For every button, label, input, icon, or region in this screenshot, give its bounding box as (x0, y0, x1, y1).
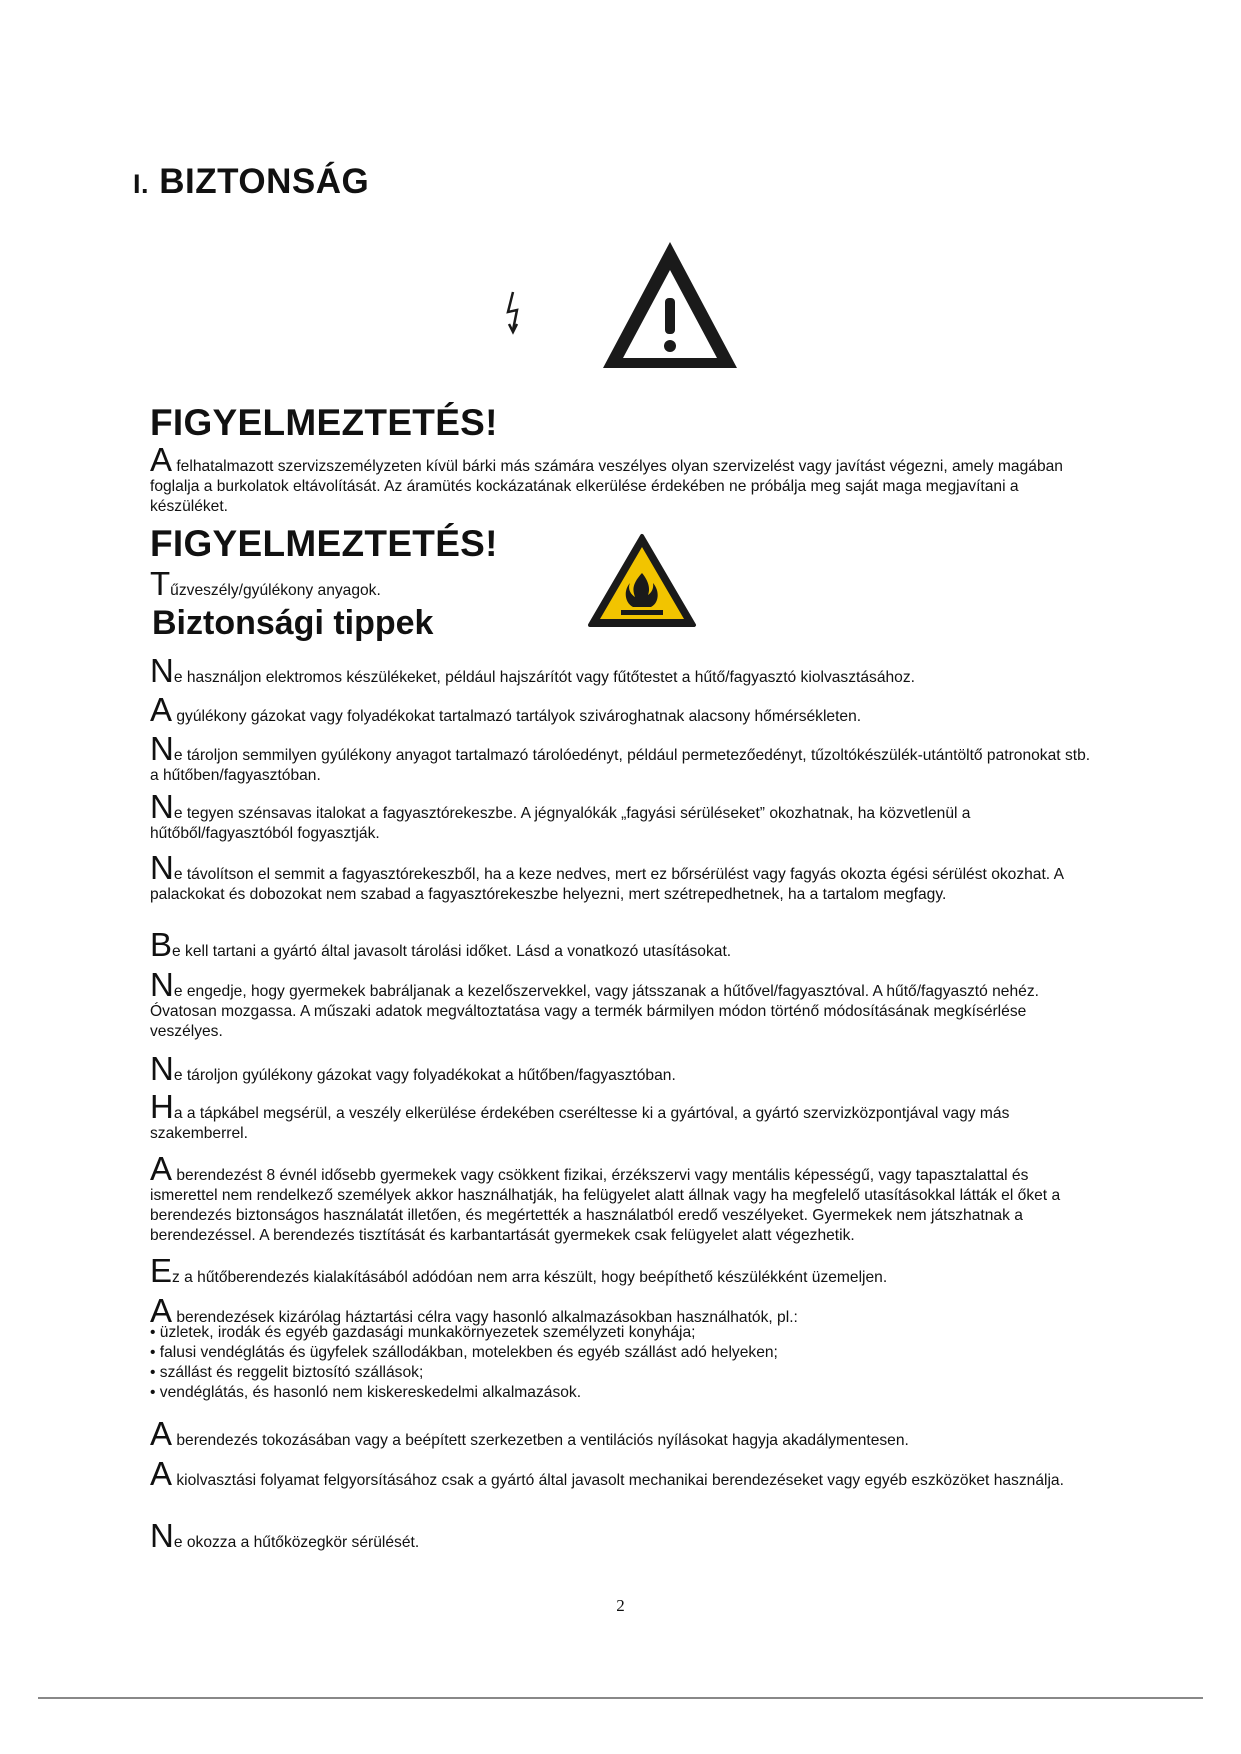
tip-item: Ne használjon elektromos készülékeket, például hajszárítót vagy fűtőtestet a hűtő/fagyasztó kiolvasztásához. (150, 652, 915, 689)
drop-cap: B (150, 926, 173, 963)
tip-item: Ne engedje, hogy gyermekek babráljanak a kezelőszervekkel, vagy játsszanak a hűtővel/fagyasztóval. A hűtő/fagyasztó nehéz. Óvatosan mozgassa. A műszaki adatok megváltoztatása vagy a termék bármilyen módon történő módosításának megkísérlése veszélyes. (150, 966, 1039, 1040)
drop-cap: E (150, 1252, 173, 1289)
list-item: • szállást és reggelit biztosító szállások; (150, 1363, 1100, 1383)
drop-cap: A (150, 1292, 173, 1329)
warning-text-1: A felhatalmazott szervizszemélyzeten kívül bárki más számára veszélyes olyan szervizelést vagy javítást végezni, amely magában foglalja a burkolatok eltávolítását. Az áramütés kockázatának elkerülése érdekében ne próbálja meg saját maga megjavítani a készüléket. (150, 441, 1063, 515)
lightning-icon (508, 292, 517, 332)
flammable-warning-icon (587, 533, 697, 629)
drop-cap: A (150, 441, 173, 478)
list-item: • üzletek, irodák és egyéb gazdasági munkakörnyezetek személyzeti konyhája; (150, 1323, 1100, 1343)
drop-cap: H (150, 1088, 174, 1125)
warning-title-1: FIGYELMEZTETÉS! (150, 402, 498, 443)
tip-item: Ne tegyen szénsavas italokat a fagyasztórekeszbe. A jégnyalókák „fagyási sérüléseket” okozhatnak, ha közvetlenül a hűtőből/fagyasztóból fogyasztják. (150, 788, 971, 842)
drop-cap: A (150, 1150, 173, 1187)
tip-item: Ha a tápkábel megsérül, a veszély elkerülése érdekében cseréltesse ki a gyártóval, a gyártó szervizközpontjával vagy más szakemberrel. (150, 1088, 1010, 1142)
exclamation-warning-triangle-icon (603, 242, 737, 368)
tip-item: Ne tároljon semmilyen gyúlékony anyagot tartalmazó tárolóedényt, például permetezőedényt, tűzoltókészülék-utántöltő patronokat stb. a hűtőben/fagyasztóban. (150, 730, 1091, 784)
hazard-icons (505, 240, 745, 372)
list-item: • vendéglátás, és hasonló nem kiskereskedelmi alkalmazások. (150, 1383, 1100, 1403)
drop-cap: T (150, 565, 171, 602)
page-number: 2 (616, 1596, 625, 1615)
warning-text-2: Tűzveszély/gyúlékony anyagok. (150, 565, 381, 602)
section-number: I. (133, 169, 150, 199)
drop-cap: N (150, 652, 174, 689)
usage-bullet-list (150, 1323, 1100, 1403)
drop-cap: N (150, 1050, 174, 1087)
tip-item: Ne távolítson el semmit a fagyasztórekeszből, ha a keze nedves, mert ez bőrsérülést vagy fagyás okozta égési sérülést okozhat. A palackokat és dobozokat nem szabad a fagyasztórekeszbe helyezni, mert szétrepedhetnek, ha a tartalom megfagy. (150, 849, 1064, 903)
section-heading (133, 162, 369, 202)
tip-item: A berendezések kizárólag háztartási célra vagy hasonló alkalmazásokban használhatók, pl.: (150, 1292, 798, 1329)
tip-item: A gyúlékony gázokat vagy folyadékokat tartalmazó tartályok szivároghatnak alacsony hőmérsékleten. (150, 691, 862, 728)
list-item: • falusi vendéglátás és ügyfelek szállodákban, motelekben és egyéb szállást adó helyeken; (150, 1343, 1100, 1363)
tip-item: A berendezést 8 évnél idősebb gyermekek vagy csökkent fizikai, érzékszervi vagy mentális képességű, vagy tapasztalattal és ismerettel nem rendelkező személyek akkor használhatják, ha felügyelet alatt állnak vagy ha megfelelő utasításokkal látták el őket a berendezés biztonságos használatát illetően, és megértették a használatból eredő veszélyeket. Gyermekek nem játszhatnak a berendezéssel. A berendezés tisztítását és karbantartását gyermekek csak felügyelet alatt végezhetik. (150, 1150, 1061, 1244)
tips-title: Biztonsági tippek (152, 604, 434, 642)
drop-cap: N (150, 1517, 174, 1554)
tip-item: Be kell tartani a gyártó által javasolt tárolási időket. Lásd a vonatkozó utasításokat. (150, 926, 732, 963)
drop-cap: A (150, 1455, 173, 1492)
footer-divider (38, 1697, 1203, 1699)
warning-title-2: FIGYELMEZTETÉS! (150, 523, 498, 564)
drop-cap: A (150, 1415, 173, 1452)
drop-cap: N (150, 966, 174, 1003)
tip-item: Ez a hűtőberendezés kialakításából adódóan nem arra készült, hogy beépíthető készülékként üzemeljen. (150, 1252, 888, 1289)
section-title: BIZTONSÁG (159, 162, 370, 201)
drop-cap: N (150, 788, 174, 825)
drop-cap: A (150, 691, 173, 728)
tip-item: A berendezés tokozásában vagy a beépített szerkezetben a ventilációs nyílásokat hagyja akadálymentesen. (150, 1415, 909, 1452)
tip-item: A kiolvasztási folyamat felgyorsításához csak a gyártó által javasolt mechanikai berendezéseket vagy egyéb eszközöket használja. (150, 1455, 1064, 1492)
tip-item: Ne okozza a hűtőközegkör sérülését. (150, 1517, 420, 1554)
tip-item: Ne tároljon gyúlékony gázokat vagy folyadékokat a hűtőben/fagyasztóban. (150, 1050, 676, 1087)
drop-cap: N (150, 849, 174, 886)
drop-cap: N (150, 730, 174, 767)
